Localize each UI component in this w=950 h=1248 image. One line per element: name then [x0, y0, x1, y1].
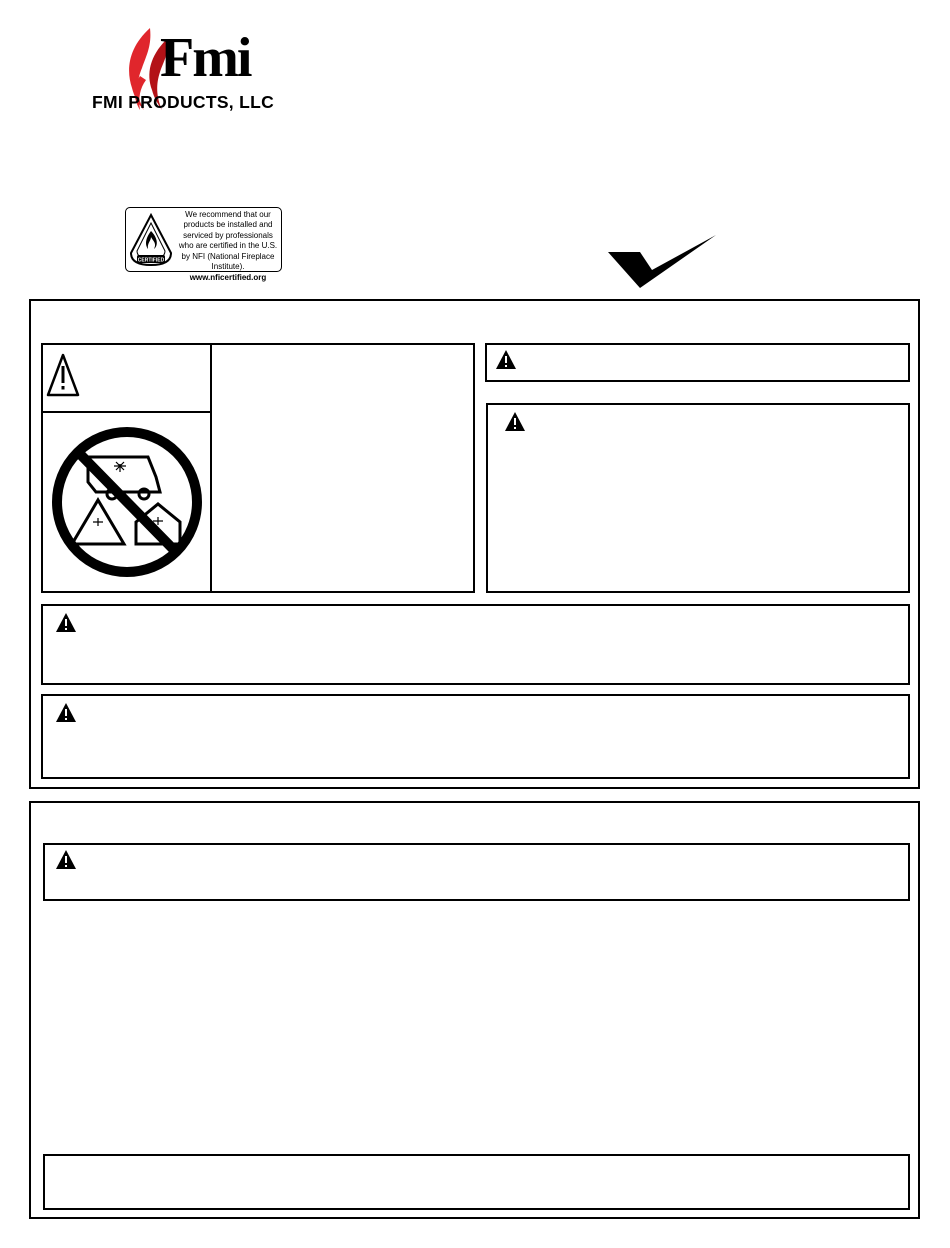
no-rv-tent-house-icon: [48, 422, 206, 582]
warning-box-wide-2: [41, 694, 910, 779]
svg-text:CERTIFIED: CERTIFIED: [137, 257, 165, 264]
warning-box-right-top: [485, 343, 910, 382]
warning-triangle-icon: [495, 349, 517, 371]
nfi-recommendation-text: [176, 210, 280, 284]
notice-box-bottom: [43, 1154, 910, 1210]
warning-triangle-icon: [55, 849, 77, 871]
warning-box-right-bottom: [486, 403, 910, 593]
logo-wordmark: Fmi: [160, 27, 251, 89]
nfi-recommendation: We recommend that our products be installed and serviced by professionals who are certified in the U.S. by NFI (National Fireplace Institute).: [178, 210, 278, 272]
nfi-certification-badge: [125, 207, 282, 283]
company-name: FMI PRODUCTS, LLC: [92, 92, 275, 112]
warning-box-wide-1: [41, 604, 910, 685]
nfi-seal-icon: [129, 213, 173, 267]
nfi-url: www.nficertified.org: [189, 273, 267, 283]
warning-box-bottom: [43, 843, 910, 901]
warning-triangle-icon: [55, 612, 77, 634]
warning-triangle-outline-icon: [46, 353, 80, 397]
warning-triangle-icon: [55, 702, 77, 724]
warning-text-cell: [210, 343, 475, 593]
warning-triangle-icon: [504, 411, 526, 433]
checkmark-icon: [600, 232, 725, 294]
